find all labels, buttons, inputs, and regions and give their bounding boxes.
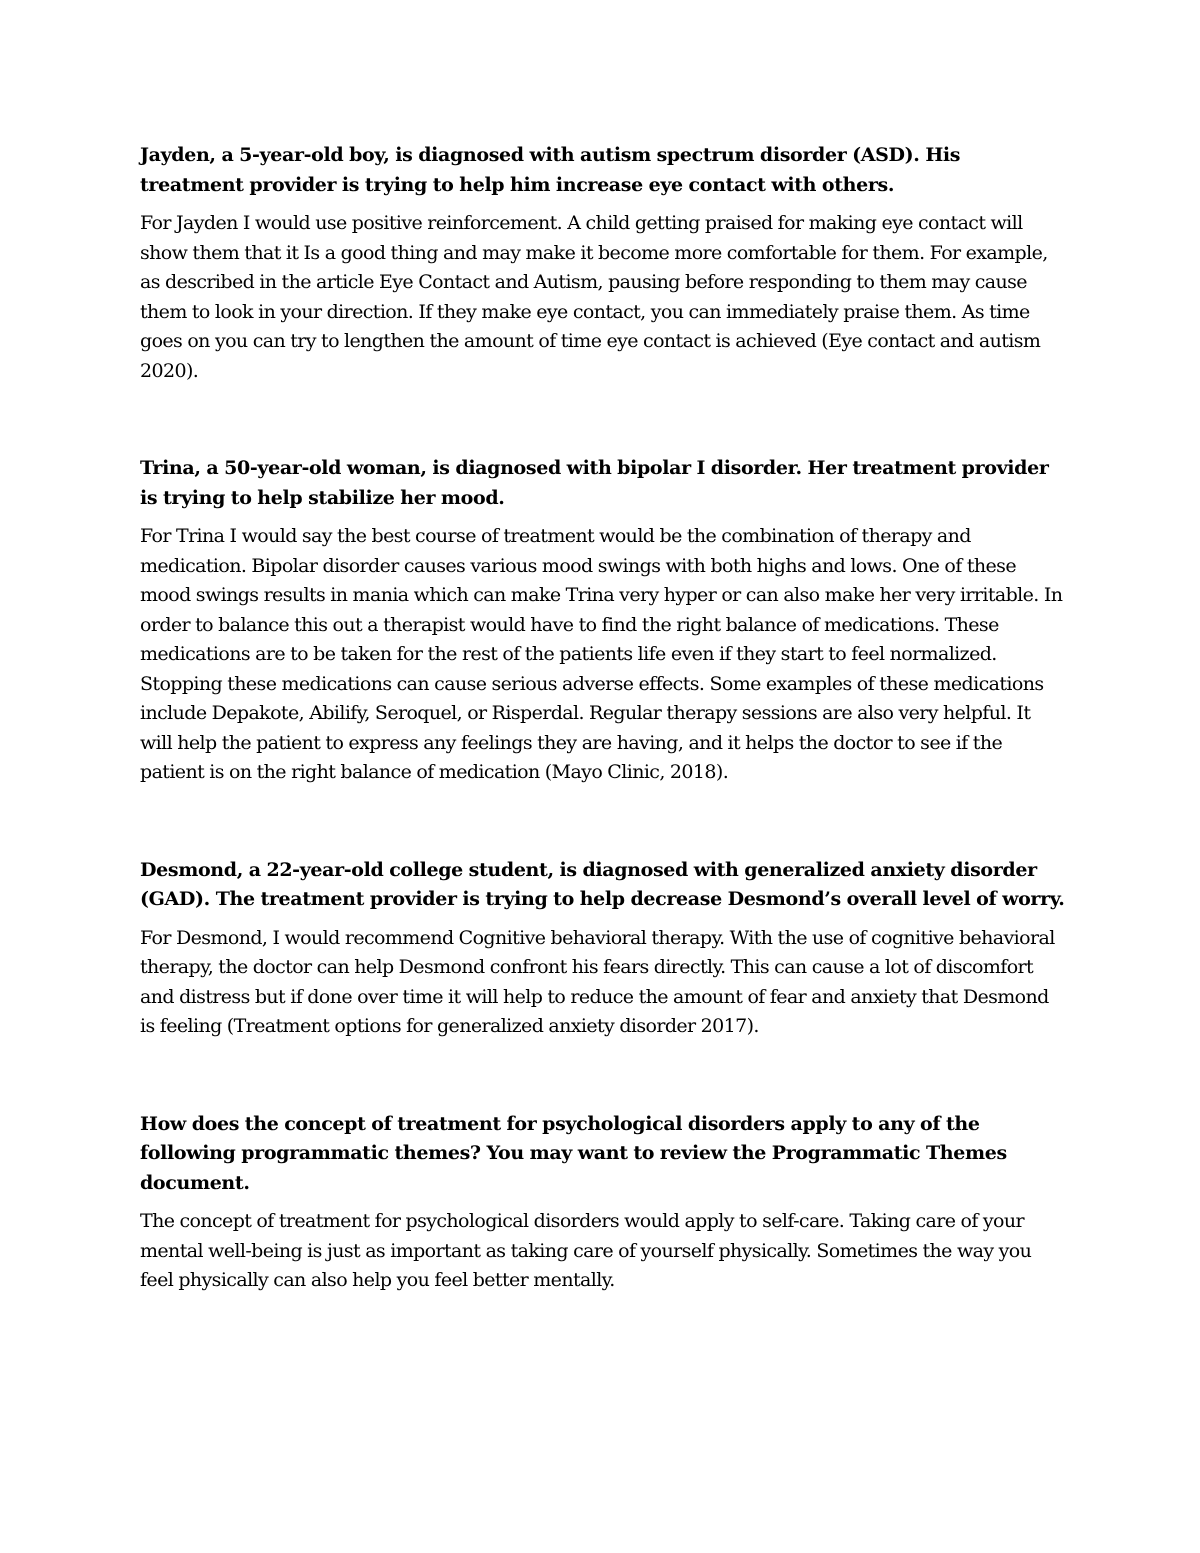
section-programmatic-themes: [140, 1110, 1065, 1296]
section-answer: For Trina I would say the best course of treatment would be the combination of therapy and medication. Bipolar disorder causes various mood swings with both highs and lows. One of these mood swings results in mania which can make Trina very hyper or can also make her very irritable. In order to balance this out a therapist would have to find the right balance of medications. These medications are to be taken for the rest of the patients life even if they start to feel normalized. Stopping these medications can cause serious adverse effects. Some examples of these medications include Depakote, Abilify, Seroquel, or Risperdal. Regular therapy sessions are also very helpful. It will help the patient to express any feelings they are having, and it helps the doctor to see if the patient is on the right balance of medication (Mayo Clinic, 2018).: [140, 525, 1063, 783]
section-question: Desmond, a 22-year-old college student, is diagnosed with generalized anxiety disorder (GAD). The treatment provider is trying to help decrease Desmond’s overall level of worry.: [140, 858, 1065, 910]
section-desmond: [140, 856, 1065, 1042]
section-question: How does the concept of treatment for psychological disorders apply to any of the following programmatic themes? You may want to review the Programmatic Themes document.: [140, 1112, 1007, 1194]
section-spacer: [140, 1042, 1065, 1110]
section-jayden: [140, 141, 1065, 386]
section-answer: The concept of treatment for psychological disorders would apply to self-care. Taking care of your mental well-being is just as important as taking care of yourself physically. Sometimes the way you feel physically can also help you feel better mentally.: [140, 1210, 1032, 1291]
section-question: Trina, a 50-year-old woman, is diagnosed with bipolar I disorder. Her treatment provider is trying to help stabilize her mood.: [140, 457, 1049, 509]
section-answer: For Jayden I would use positive reinforcement. A child getting praised for making eye contact will show them that it Is a good thing and may make it become more comfortable for them. For example, as described in the article Eye Contact and Autism, pausing before responding to them may cause them to look in your direction. If they make eye contact, you can immediately praise them. As time goes on you can try to lengthen the amount of time eye contact is achieved (Eye contact and autism 2020).: [140, 212, 1048, 382]
section-answer: For Desmond, I would recommend Cognitive behavioral therapy. With the use of cognitive behavioral therapy, the doctor can help Desmond confront his fears directly. This can cause a lot of discomfort and distress but if done over time it will help to reduce the amount of fear and anxiety that Desmond is feeling (Treatment options for generalized anxiety disorder 2017).: [140, 926, 1055, 1037]
document-body: [140, 141, 1065, 1296]
section-spacer: [140, 788, 1065, 856]
section-spacer: [140, 386, 1065, 454]
section-trina: [140, 454, 1065, 788]
section-question: Jayden, a 5-year-old boy, is diagnosed with autism spectrum disorder (ASD). His treatment provider is trying to help him increase eye contact with others.: [140, 144, 961, 196]
